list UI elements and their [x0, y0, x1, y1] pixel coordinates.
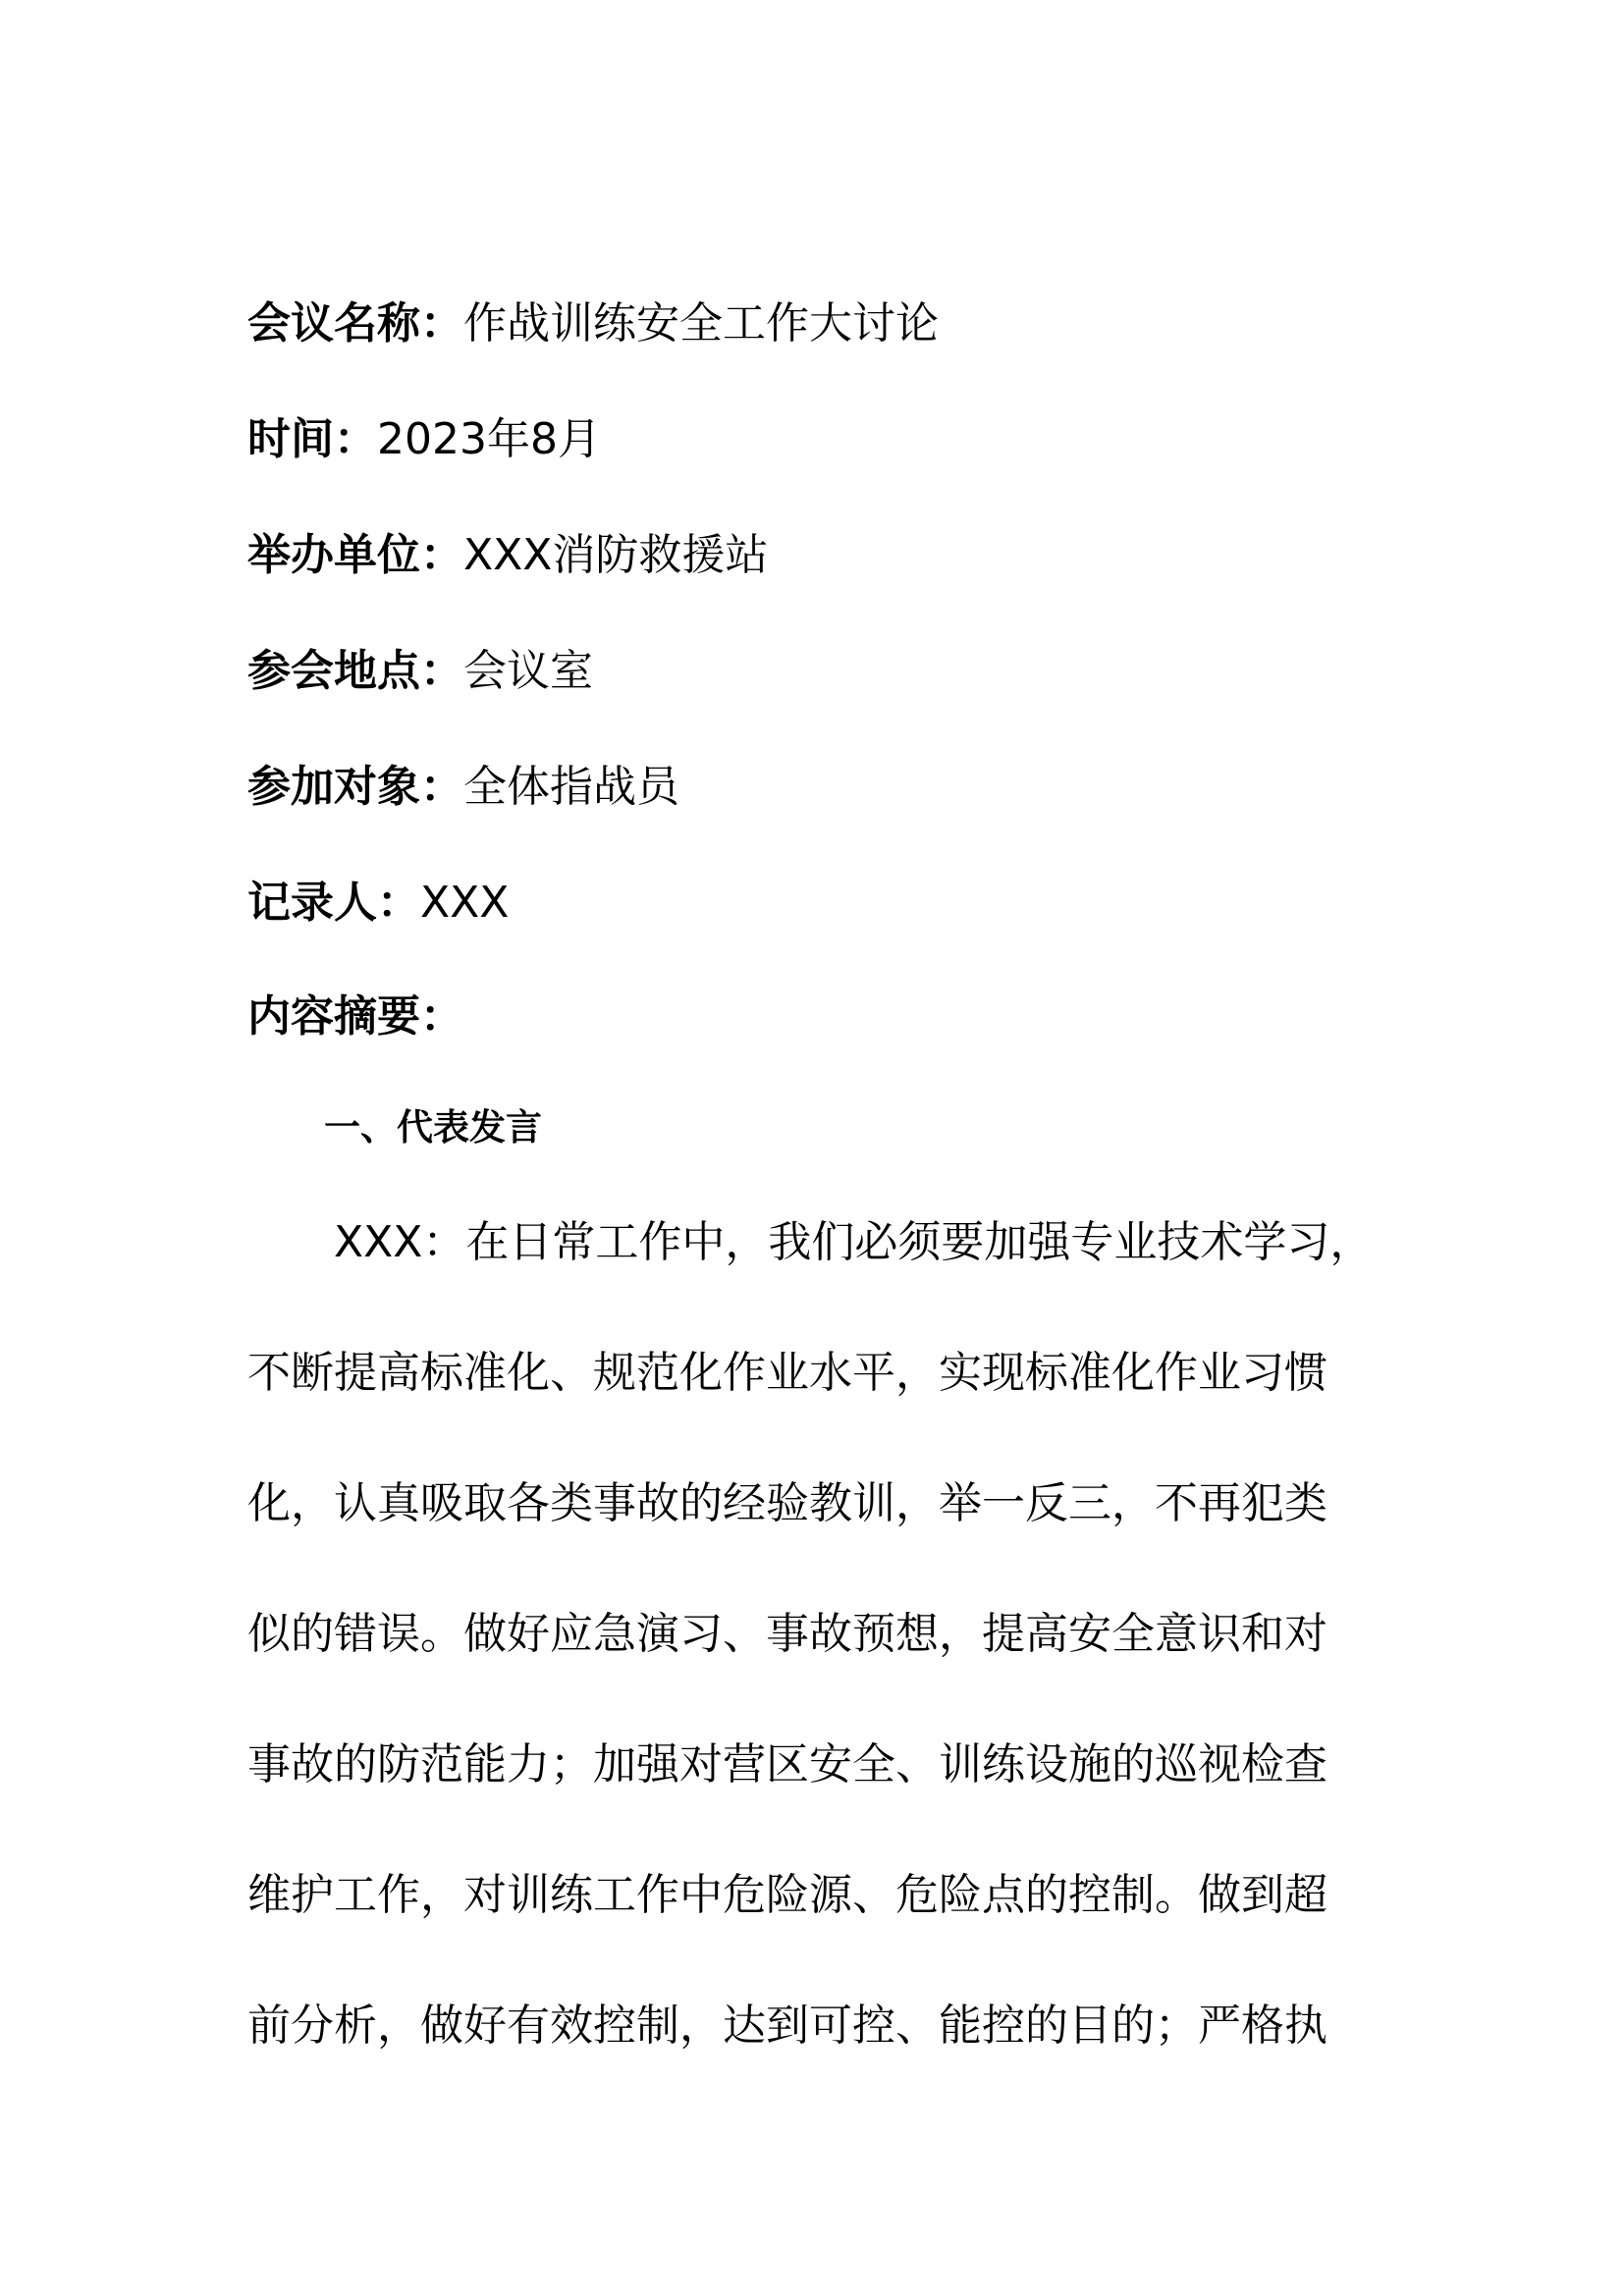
- meeting-name-row: [247, 294, 939, 353]
- organizer-label: 举办单位：: [247, 530, 463, 580]
- participants-value: 全体指战员: [463, 762, 679, 812]
- meeting-name-value: 作战训练安全工作大讨论: [463, 298, 939, 348]
- summary-label: 内容摘要：: [247, 991, 463, 1041]
- recorder-label: 记录人：: [247, 878, 420, 928]
- body-line: 似的错误。做好应急演习、事故预想，提高安全意识和对: [247, 1609, 1327, 1659]
- body-line: 前分析，做好有效控制，达到可控、能控的目的；严格执: [247, 2001, 1327, 2051]
- body-line: 事故的防范能力；加强对营区安全、训练设施的巡视检查: [247, 1739, 1327, 1789]
- meeting-time-value: 2023年8月: [377, 414, 601, 464]
- meeting-time-row: [247, 410, 601, 469]
- recorder-row: [247, 874, 509, 933]
- summary-row: [247, 988, 463, 1046]
- location-row: [247, 642, 593, 701]
- meeting-time-label: 时间：: [247, 414, 377, 464]
- participants-row: [247, 758, 679, 817]
- organizer-row: [247, 526, 768, 585]
- organizer-value: XXX消防救援站: [463, 530, 769, 580]
- body-line: 不断提高标准化、规范化作业水平，实现标准化作业习惯: [247, 1348, 1327, 1398]
- location-value: 会议室: [463, 646, 593, 696]
- body-line: XXX：在日常工作中，我们必须要加强专业技术学习，: [334, 1217, 1374, 1267]
- recorder-value: XXX: [420, 878, 510, 928]
- meeting-name-label: 会议名称：: [247, 298, 463, 348]
- body-line: 化，认真吸取各类事故的经验教训，举一反三，不再犯类: [247, 1478, 1327, 1528]
- participants-label: 参加对象：: [247, 762, 463, 812]
- location-label: 参会地点：: [247, 646, 463, 696]
- section-heading-speeches: 一、代表发言: [324, 1106, 542, 1148]
- body-line: 维护工作，对训练工作中危险源、危险点的控制。做到超: [247, 1870, 1327, 1920]
